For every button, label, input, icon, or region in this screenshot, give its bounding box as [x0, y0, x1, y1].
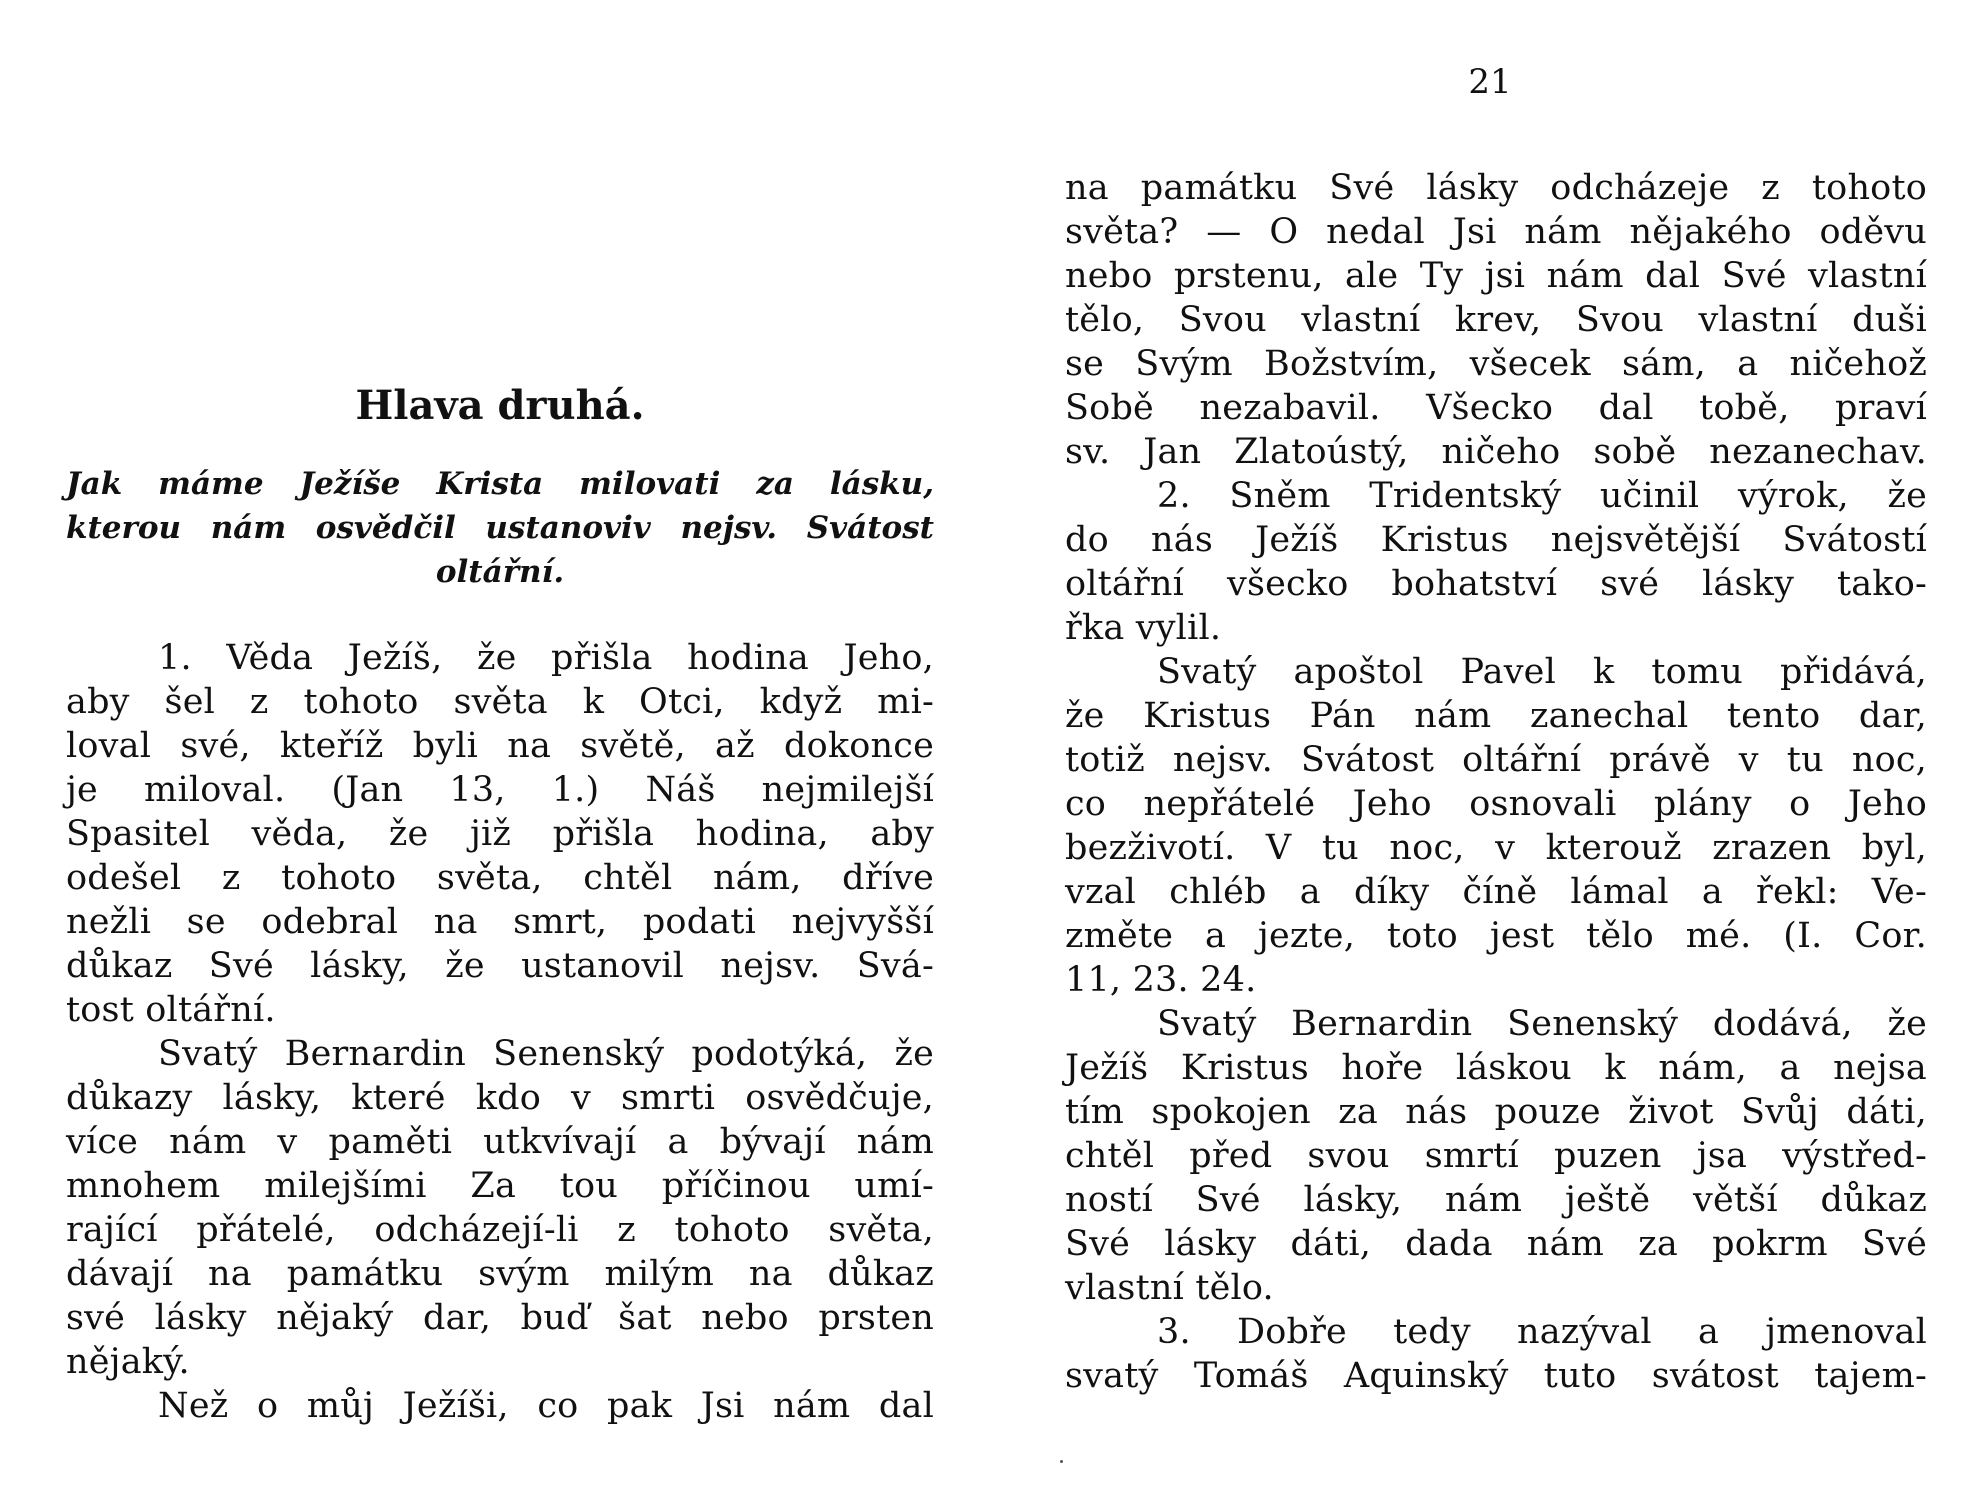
- text-line: 2. Sněm Tridentský učinil výrok, že: [1157, 476, 1927, 516]
- text-line: více nám v paměti utkvívají a bývají nám: [66, 1122, 934, 1162]
- text-line: loval své, kteříž byli na světě, až dokonce: [66, 726, 934, 766]
- text-line: 1. Věda Ježíš, že přišla hodina Jeho,: [158, 638, 934, 678]
- text-line: dávají na památku svým milým na důkaz: [66, 1254, 934, 1294]
- text-line: tím spokojen za nás pouze život Svůj dáti,: [1065, 1092, 1927, 1132]
- text-line: Svatý apoštol Pavel k tomu přidává,: [1157, 652, 1927, 692]
- page-number: 21: [1468, 62, 1512, 102]
- text-line: svatý Tomáš Aquinský tuto svátost tajem-: [1065, 1356, 1927, 1396]
- text-line: mnohem milejšími Za tou příčinou umí-: [66, 1166, 934, 1206]
- text-line: do nás Ježíš Kristus nejsvětější Svátostí: [1065, 520, 1927, 560]
- text-line: aby šel z tohoto světa k Otci, když mi-: [66, 682, 934, 722]
- text-line: nebo prstenu, ale Ty jsi nám dal Své vlastní: [1065, 256, 1927, 296]
- chapter-title: Hlava druhá.: [355, 382, 645, 429]
- text-line: Svatý Bernardin Senenský dodává, že: [1157, 1004, 1927, 1044]
- text-line: důkaz Své lásky, že ustanovil nejsv. Svá-: [66, 946, 934, 986]
- scan-speck: [1060, 1460, 1063, 1463]
- text-line: co nepřátelé Jeho osnovali plány o Jeho: [1065, 784, 1927, 824]
- text-line: nežli se odebral na smrt, podati nejvyšší: [66, 902, 934, 942]
- text-line: sv. Jan Zlatoústý, ničeho sobě nezanechav.: [1065, 432, 1927, 472]
- text-line: tělo, Svou vlastní krev, Svou vlastní duši: [1065, 300, 1927, 340]
- text-line: 3. Dobře tedy nazýval a jmenoval: [1157, 1312, 1927, 1352]
- text-line: vlastní tělo.: [1065, 1268, 1274, 1308]
- text-line: bezživotí. V tu noc, v kterouž zrazen byl,: [1065, 828, 1927, 868]
- text-line: Svatý Bernardin Senenský podotýká, že: [158, 1034, 934, 1074]
- text-line: vzal chléb a díky číně lámal a řekl: Ve-: [1065, 872, 1927, 912]
- text-line: 11, 23. 24.: [1065, 960, 1257, 1000]
- text-line: chtěl před svou smrtí puzen jsa výstřed-: [1065, 1136, 1927, 1176]
- text-line: Své lásky dáti, dada nám za pokrm Své: [1065, 1224, 1927, 1264]
- text-line: své lásky nějaký dar, buď šat nebo prsten: [66, 1298, 934, 1338]
- text-line: na památku Své lásky odcházeje z tohoto: [1065, 168, 1927, 208]
- chapter-subtitle-line: kterou nám osvědčil ustanoviv nejsv. Svátost: [66, 510, 934, 546]
- chapter-subtitle-line: Jak máme Ježíše Krista milovati za lásku,: [66, 466, 934, 502]
- text-line: ností Své lásky, nám ještě větší důkaz: [1065, 1180, 1927, 1220]
- text-line: řka vylil.: [1065, 608, 1222, 648]
- text-line: se Svým Božstvím, všecek sám, a ničehož: [1065, 344, 1927, 384]
- text-line: Ježíš Kristus hoře láskou k nám, a nejsa: [1065, 1048, 1927, 1088]
- text-line: tost oltářní.: [66, 990, 276, 1030]
- text-line: Spasitel věda, že již přišla hodina, aby: [66, 814, 934, 854]
- text-line: totiž nejsv. Svátost oltářní právě v tu noc,: [1065, 740, 1927, 780]
- text-line: rající přátelé, odcházejí-li z tohoto světa,: [66, 1210, 934, 1250]
- text-line: změte a jezte, toto jest tělo mé. (I. Cor.: [1065, 916, 1927, 956]
- text-line: nějaký.: [66, 1342, 190, 1382]
- text-line: oltářní všecko bohatství své lásky tako-: [1065, 564, 1927, 604]
- text-line: Než o můj Ježíši, co pak Jsi nám dal: [158, 1386, 934, 1426]
- text-line: že Kristus Pán nám zanechal tento dar,: [1065, 696, 1927, 736]
- chapter-subtitle-line: oltářní.: [435, 554, 565, 590]
- text-line: důkazy lásky, které kdo v smrti osvědčuje,: [66, 1078, 934, 1118]
- text-line: Sobě nezabavil. Všecko dal tobě, praví: [1065, 388, 1927, 428]
- text-line: odešel z tohoto světa, chtěl nám, dříve: [66, 858, 934, 898]
- text-line: světa? — O nedal Jsi nám nějakého oděvu: [1065, 212, 1927, 252]
- text-line: je miloval. (Jan 13, 1.) Náš nejmilejší: [66, 770, 934, 810]
